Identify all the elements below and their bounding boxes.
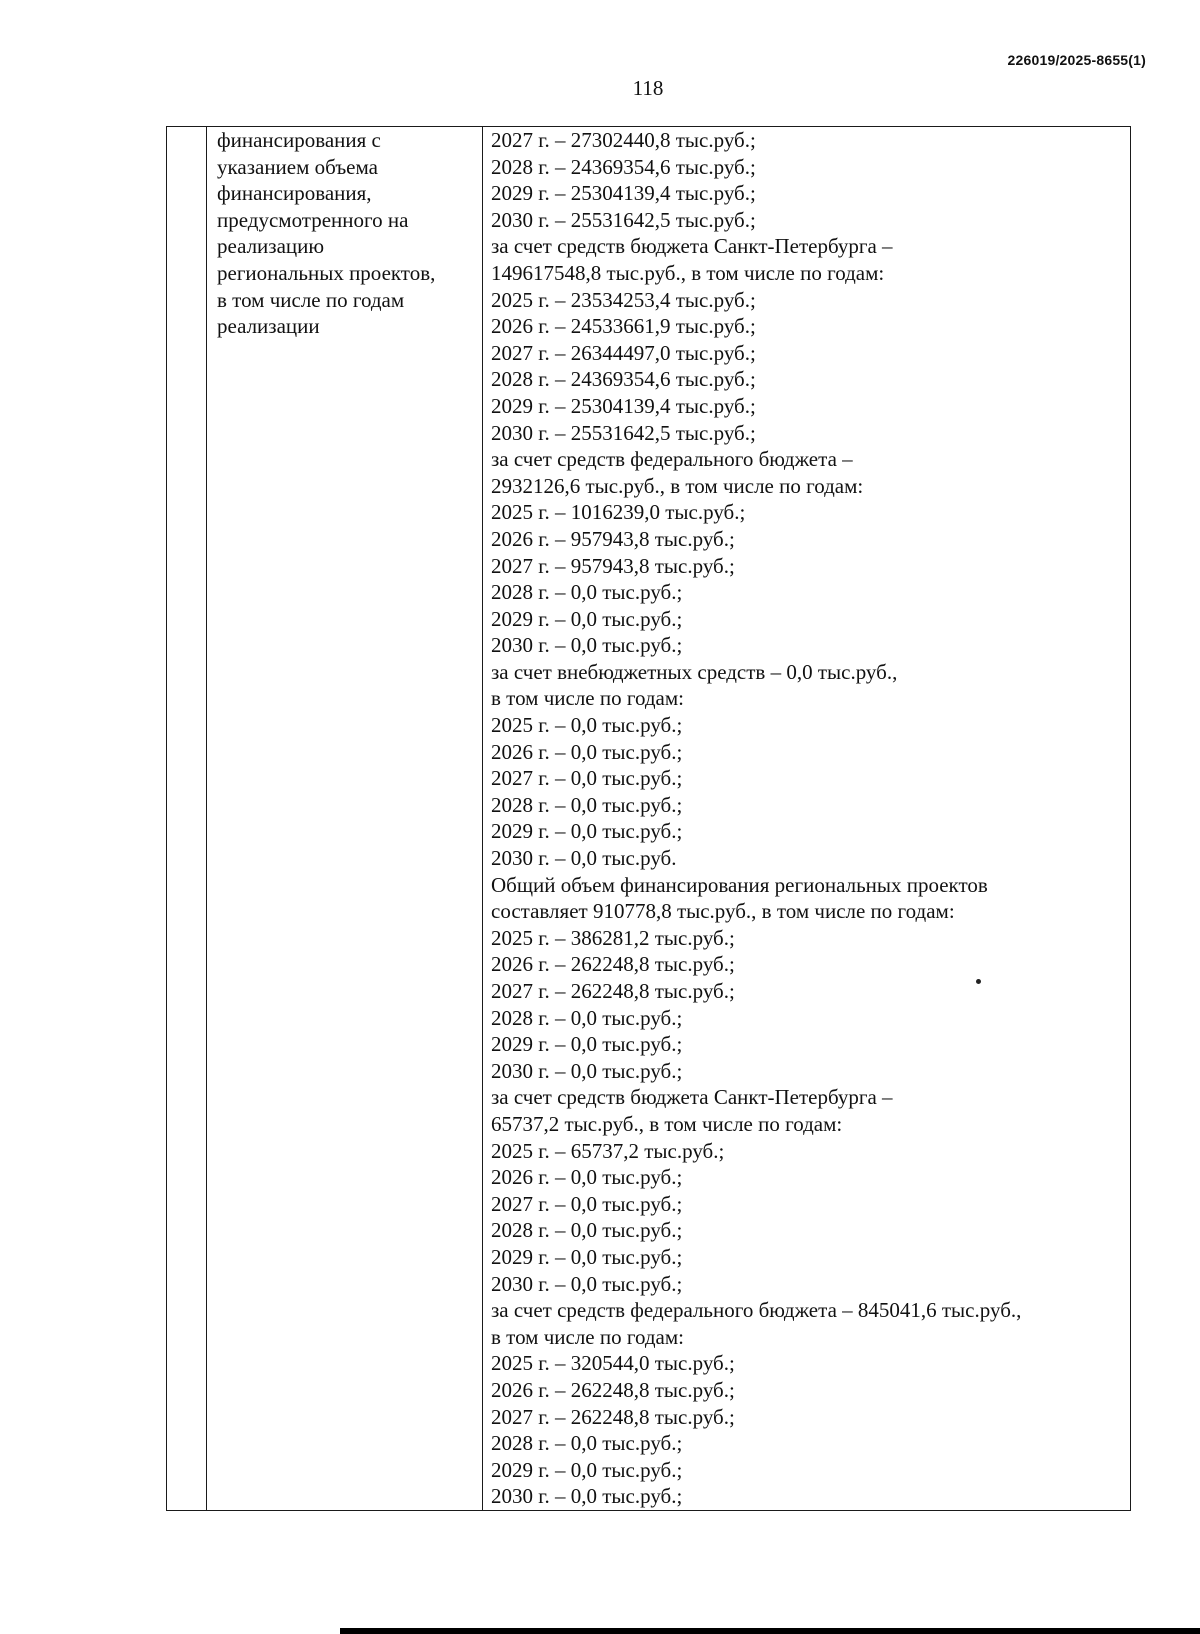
value-line: 2027 г. – 0,0 тыс.руб.; xyxy=(491,1191,683,1216)
value-line: 2029 г. – 25304139,4 тыс.руб.; xyxy=(491,393,756,418)
value-line: 2028 г. – 0,0 тыс.руб.; xyxy=(491,1005,683,1030)
value-line: 2026 г. – 262248,8 тыс.руб.; xyxy=(491,952,735,977)
value-line: 2027 г. – 957943,8 тыс.руб.; xyxy=(491,553,735,578)
value-line: 2027 г. – 262248,8 тыс.руб.; xyxy=(491,1404,735,1429)
value-line: 2027 г. – 262248,8 тыс.руб.; xyxy=(491,979,735,1003)
value-line: 2028 г. – 24369354,6 тыс.руб.; xyxy=(491,367,756,392)
label-line: финансирования с xyxy=(217,128,381,152)
value-line: 2026 г. – 0,0 тыс.руб.; xyxy=(491,739,683,764)
value-line: 2028 г. – 0,0 тыс.руб.; xyxy=(491,1431,683,1456)
label-line: в том числе по годам xyxy=(217,287,405,312)
value-line: 2029 г. – 0,0 тыс.руб.; xyxy=(491,819,683,844)
page-number: 118 xyxy=(632,76,664,100)
label-cell xyxy=(207,127,483,1511)
value-line: 2027 г. – 27302440,8 тыс.руб.; xyxy=(491,128,756,152)
scan-speck xyxy=(976,979,981,984)
value-line: 2025 г. – 65737,2 тыс.руб.; xyxy=(491,1138,725,1163)
value-line: 2030 г. – 0,0 тыс.руб.; xyxy=(491,1484,683,1509)
label-text xyxy=(207,127,482,340)
value-line: за счет средств федерального бюджета – xyxy=(491,447,853,472)
value-line: 2932126,6 тыс.руб., в том числе по годам: xyxy=(491,473,864,498)
value-line: 2027 г. – 0,0 тыс.руб.; xyxy=(491,766,683,791)
value-line: 2028 г. – 0,0 тыс.руб.; xyxy=(491,580,683,605)
funding-table xyxy=(166,126,1131,1511)
value-line: за счет средств федерального бюджета – 845041,6 тыс.руб., xyxy=(491,1298,1022,1323)
label-line: реализацию xyxy=(217,234,325,259)
value-line: 2030 г. – 25531642,5 тыс.руб.; xyxy=(491,420,756,445)
value-line: 2028 г. – 0,0 тыс.руб.; xyxy=(491,1218,683,1243)
value-line: 2029 г. – 0,0 тыс.руб.; xyxy=(491,1244,683,1269)
value-line: 2030 г. – 0,0 тыс.руб.; xyxy=(491,633,683,658)
value-line: 2025 г. – 386281,2 тыс.руб.; xyxy=(491,925,735,950)
value-line: 2025 г. – 23534253,4 тыс.руб.; xyxy=(491,287,756,312)
value-line: Общий объем финансирования региональных проектов xyxy=(491,872,988,897)
value-cell xyxy=(483,127,1131,1511)
label-line: предусмотренного на xyxy=(217,207,409,232)
value-line: 2029 г. – 0,0 тыс.руб.; xyxy=(491,1032,683,1057)
value-text xyxy=(483,127,1130,1510)
label-line: региональных проектов, xyxy=(217,260,436,285)
value-line: за счет внебюджетных средств – 0,0 тыс.руб., xyxy=(491,659,898,684)
value-line: 2026 г. – 957943,8 тыс.руб.; xyxy=(491,526,735,551)
value-line: 2029 г. – 0,0 тыс.руб.; xyxy=(491,1457,683,1482)
value-line: 2030 г. – 0,0 тыс.руб.; xyxy=(491,1271,683,1296)
value-line: 2030 г. – 0,0 тыс.руб. xyxy=(491,846,677,871)
scan-edge-bar xyxy=(340,1628,1200,1634)
value-line: составляет 910778,8 тыс.руб., в том числе по годам: xyxy=(491,899,955,924)
value-line: 2026 г. – 24533661,9 тыс.руб.; xyxy=(491,314,756,339)
value-line: за счет средств бюджета Санкт-Петербурга – xyxy=(491,234,893,259)
label-line: реализации xyxy=(217,314,320,339)
row-number-cell xyxy=(167,127,207,1511)
value-line: 2026 г. – 262248,8 тыс.руб.; xyxy=(491,1377,735,1402)
document-id: 226019/2025-8655(1) xyxy=(1007,52,1146,68)
value-line: 2030 г. – 0,0 тыс.руб.; xyxy=(491,1058,683,1083)
value-line: в том числе по годам: xyxy=(491,1324,684,1349)
label-line: указанием объема xyxy=(217,154,378,179)
value-line: за счет средств бюджета Санкт-Петербурга – xyxy=(491,1085,893,1110)
value-line: 65737,2 тыс.руб., в том числе по годам: xyxy=(491,1111,843,1136)
value-line: 2025 г. – 320544,0 тыс.руб.; xyxy=(491,1351,735,1376)
value-line: 2029 г. – 25304139,4 тыс.руб.; xyxy=(491,181,756,206)
value-line: 2026 г. – 0,0 тыс.руб.; xyxy=(491,1165,683,1190)
value-line: 2029 г. – 0,0 тыс.руб.; xyxy=(491,606,683,631)
label-line: финансирования, xyxy=(217,181,372,206)
value-line: 2030 г. – 25531642,5 тыс.руб.; xyxy=(491,207,756,232)
value-line: 2028 г. – 0,0 тыс.руб.; xyxy=(491,792,683,817)
value-line: 149617548,8 тыс.руб., в том числе по годам: xyxy=(491,260,885,285)
table-row xyxy=(167,127,1131,1511)
value-line: в том числе по годам: xyxy=(491,686,684,711)
value-line: 2025 г. – 1016239,0 тыс.руб.; xyxy=(491,500,746,525)
value-line: 2025 г. – 0,0 тыс.руб.; xyxy=(491,713,683,738)
value-line: 2027 г. – 26344497,0 тыс.руб.; xyxy=(491,340,756,365)
value-line: 2028 г. – 24369354,6 тыс.руб.; xyxy=(491,154,756,179)
